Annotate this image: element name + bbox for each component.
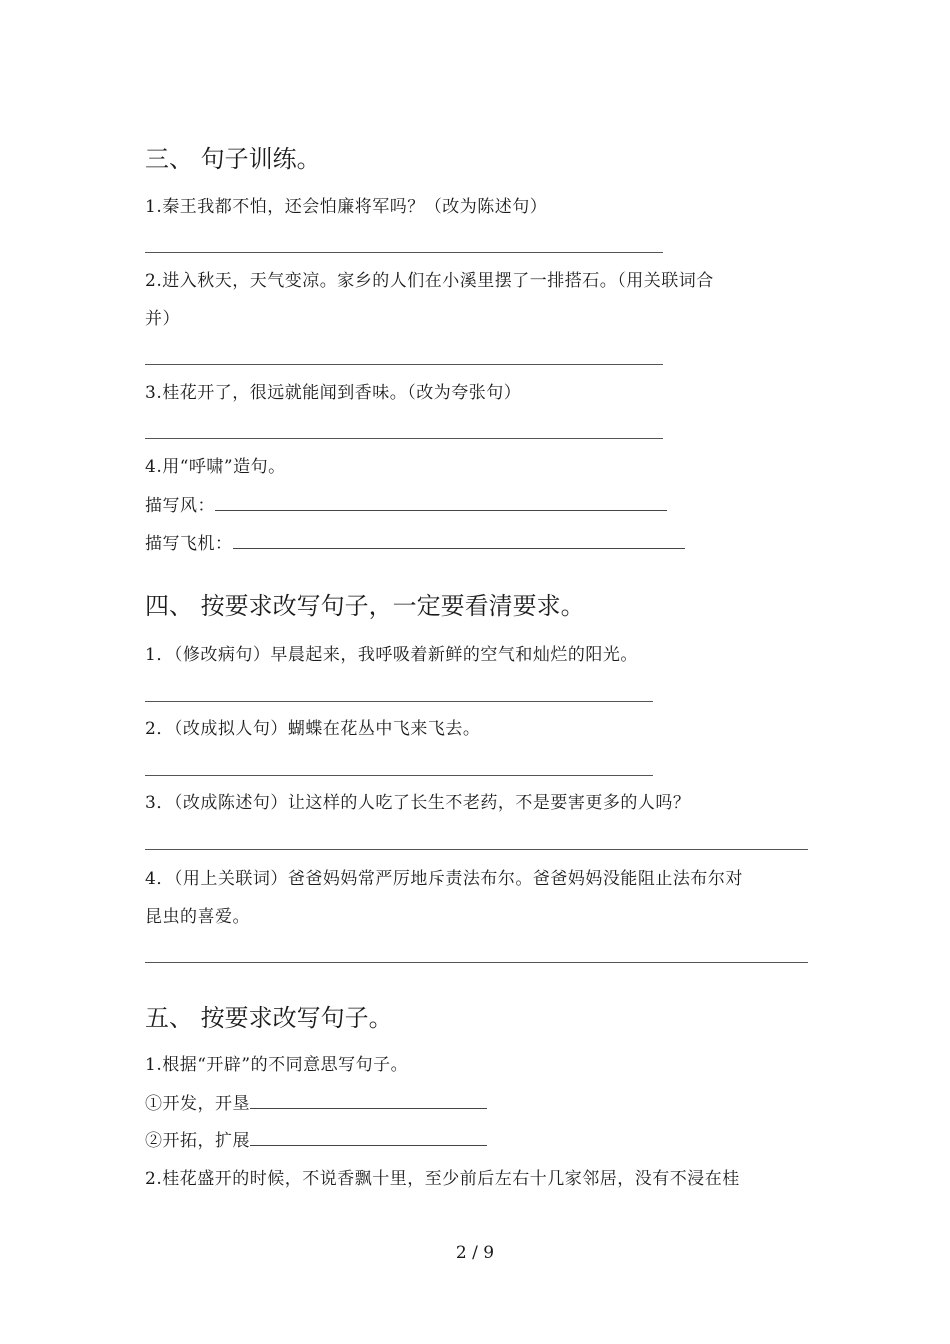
- section-4-question-3: 3．（改成陈述句）让这样的人吃了长生不老药，不是要害更多的人吗？: [145, 793, 691, 813]
- section-3-question-4: 4.用“呼啸”造句。: [145, 457, 286, 477]
- section-3-question-2-line-2: 并）: [145, 309, 180, 329]
- answer-line-3-1[interactable]: [145, 252, 663, 253]
- answer-line-3-3[interactable]: [145, 438, 663, 439]
- answer-line-4-3[interactable]: [145, 849, 808, 850]
- answer-line-5-1-a[interactable]: [250, 1107, 487, 1109]
- answer-line-3-2[interactable]: [145, 364, 663, 365]
- section-3-question-3: 3.桂花开了，很远就能闻到香味。（改为夸张句）: [145, 383, 522, 403]
- section-4-question-4-line-1: 4．（用上关联词）爸爸妈妈常严厉地斥责法布尔。爸爸妈妈没能阻止法布尔对: [145, 869, 743, 889]
- section-3-heading: 三、 句子训练。: [145, 145, 321, 173]
- section-4-question-4-line-2: 昆虫的喜爱。: [145, 907, 250, 927]
- section-4-heading: 四、 按要求改写句子，一定要看清要求。: [145, 592, 585, 620]
- meaning-b-label: ②开拓，扩展: [145, 1131, 250, 1151]
- answer-line-plane[interactable]: [233, 547, 685, 549]
- answer-line-5-1-b[interactable]: [250, 1144, 487, 1146]
- section-5-question-1-a: [145, 1096, 487, 1113]
- answer-line-4-1[interactable]: [145, 701, 653, 702]
- plane-label: 描写飞机：: [145, 534, 233, 554]
- answer-line-4-2[interactable]: [145, 775, 653, 776]
- section-3-question-4-wind: [145, 498, 667, 515]
- answer-line-4-4[interactable]: [145, 962, 808, 963]
- section-5-question-2: 2.桂花盛开的时候，不说香飘十里，至少前后左右十几家邻居，没有不浸在桂: [145, 1169, 740, 1189]
- answer-line-wind[interactable]: [215, 509, 667, 511]
- section-3-question-4-plane: [145, 536, 685, 553]
- section-5-heading: 五、 按要求改写句子。: [145, 1004, 393, 1032]
- section-4-question-1: 1．（修改病句）早晨起来，我呼吸着新鲜的空气和灿烂的阳光。: [145, 645, 638, 665]
- section-5-question-1-b: [145, 1133, 487, 1150]
- page-number: 2 / 9: [455, 1243, 495, 1263]
- section-3-question-1: 1.秦王我都不怕，还会怕廉将军吗？（改为陈述句）: [145, 197, 548, 217]
- section-4-question-2: 2．（改成拟人句）蝴蝶在花丛中飞来飞去。: [145, 719, 481, 739]
- wind-label: 描写风：: [145, 496, 215, 516]
- meaning-a-label: ①开发，开垦: [145, 1094, 250, 1114]
- section-3-question-2-line-1: 2.进入秋天，天气变凉。家乡的人们在小溪里摆了一排搭石。（用关联词合: [145, 271, 714, 291]
- section-5-question-1: 1.根据“开辟”的不同意思写句子。: [145, 1055, 409, 1075]
